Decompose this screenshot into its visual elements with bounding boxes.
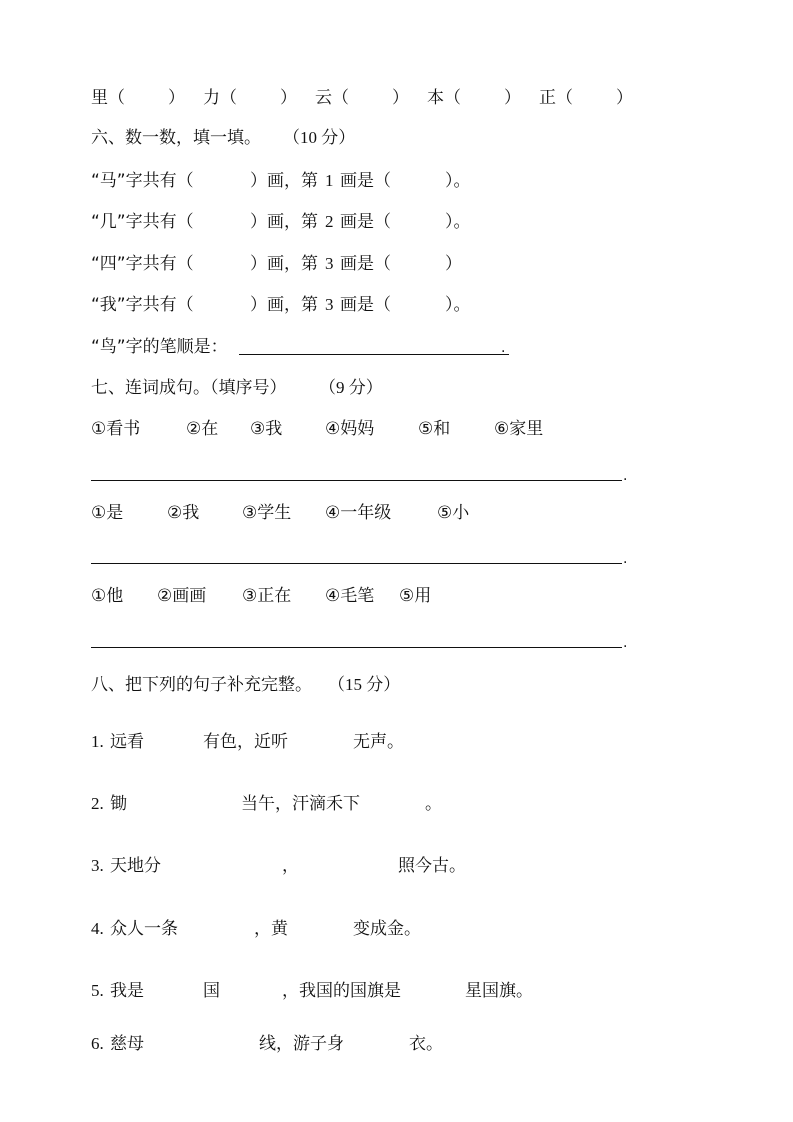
paren-close: ） <box>504 88 521 108</box>
section-title: 七、连词成句。（填序号） <box>91 378 287 398</box>
word-chip: ⑥家里 <box>494 419 544 439</box>
stroke-order-answer-line[interactable] <box>239 354 509 355</box>
section-score: （10 分） <box>283 128 356 147</box>
stroke-question: ）画，第 <box>250 295 318 315</box>
stroke-question: ） <box>445 254 462 274</box>
period: . <box>501 340 506 356</box>
period: . <box>623 468 628 484</box>
stroke-question: ）画，第 <box>250 212 318 232</box>
word-chip: ③学生 <box>242 503 292 523</box>
item-text: 变成金。 <box>353 919 421 939</box>
stroke-question: ）画，第 <box>250 171 318 191</box>
item-text: 我是 <box>110 981 144 1001</box>
paren-close: ） <box>616 88 633 108</box>
item-text: 锄 <box>110 794 127 814</box>
item-number: 5. <box>91 981 104 1000</box>
item-number: 2. <box>91 794 104 813</box>
word-chip: ①看书 <box>91 419 141 439</box>
stroke-question: “马”字共有（ <box>91 171 194 191</box>
stroke-question: ）。 <box>445 171 471 191</box>
section-score: （9 分） <box>319 378 383 397</box>
item-text: 有色，近听 <box>203 732 288 752</box>
stroke-question: ）。 <box>445 295 471 315</box>
paren-close: ） <box>392 88 409 108</box>
char-label: 里（ <box>91 88 125 108</box>
char-label: 本（ <box>427 88 461 108</box>
word-chip: ①是 <box>91 503 124 523</box>
item-number: 4. <box>91 919 104 938</box>
stroke-question: “四”字共有（ <box>91 254 194 274</box>
item-text: 天地分 <box>110 856 161 876</box>
char-label: 云（ <box>315 88 349 108</box>
sentence-answer-line[interactable] <box>91 647 622 648</box>
stroke-question: “几”字共有（ <box>91 212 194 232</box>
sentence-answer-line[interactable] <box>91 480 622 481</box>
stroke-number: 3 <box>325 254 334 273</box>
item-text: ，我国的国旗是 <box>282 981 401 1001</box>
word-chip: ②我 <box>167 503 200 523</box>
word-chip: ④毛笔 <box>325 586 375 606</box>
item-number: 6. <box>91 1034 104 1053</box>
word-chip: ④一年级 <box>325 503 392 523</box>
item-text: 。 <box>425 794 442 814</box>
word-chip: ③正在 <box>242 586 292 606</box>
word-chip: ①他 <box>91 586 124 606</box>
section-title: 六、数一数，填一填。 <box>91 128 261 148</box>
item-text: ， <box>282 856 299 876</box>
section-score: （15 分） <box>328 675 401 694</box>
word-chip: ③我 <box>250 419 283 439</box>
item-text: ，黄 <box>254 919 288 939</box>
stroke-question: 画是（ <box>340 295 391 315</box>
word-chip: ②画画 <box>157 586 207 606</box>
stroke-order-label: “鸟”字的笔顺是： <box>91 337 228 357</box>
word-chip: ④妈妈 <box>325 419 375 439</box>
section-title: 八、把下列的句子补充完整。 <box>91 675 312 695</box>
char-label: 力（ <box>203 88 237 108</box>
item-text: 慈母 <box>110 1034 144 1054</box>
word-chip: ⑤小 <box>437 503 470 523</box>
item-text: 国 <box>203 981 220 1001</box>
item-text: 线，游子身 <box>259 1034 344 1054</box>
paren-close: ） <box>280 88 297 108</box>
stroke-number: 2 <box>325 212 334 231</box>
stroke-question: 画是（ <box>340 212 391 232</box>
item-text: 星国旗。 <box>465 981 533 1001</box>
item-text: 众人一条 <box>110 919 178 939</box>
sentence-answer-line[interactable] <box>91 563 622 564</box>
item-number: 3. <box>91 856 104 875</box>
period: . <box>623 551 628 567</box>
stroke-question: 画是（ <box>340 171 391 191</box>
stroke-question: ）。 <box>445 212 471 232</box>
item-text: 当午，汗滴禾下 <box>241 794 360 814</box>
stroke-question: 画是（ <box>340 254 391 274</box>
item-text: 无声。 <box>353 732 404 752</box>
item-text: 照今古。 <box>398 856 466 876</box>
item-text: 远看 <box>110 732 144 752</box>
word-chip: ⑤用 <box>399 586 432 606</box>
item-text: 衣。 <box>409 1034 443 1054</box>
stroke-number: 1 <box>325 171 334 190</box>
stroke-question: ）画，第 <box>250 254 318 274</box>
stroke-question: “我”字共有（ <box>91 295 194 315</box>
stroke-number: 3 <box>325 295 334 314</box>
period: . <box>623 635 628 651</box>
paren-close: ） <box>168 88 185 108</box>
char-label: 正（ <box>539 88 573 108</box>
word-chip: ②在 <box>186 419 219 439</box>
word-chip: ⑤和 <box>418 419 451 439</box>
item-number: 1. <box>91 732 104 751</box>
